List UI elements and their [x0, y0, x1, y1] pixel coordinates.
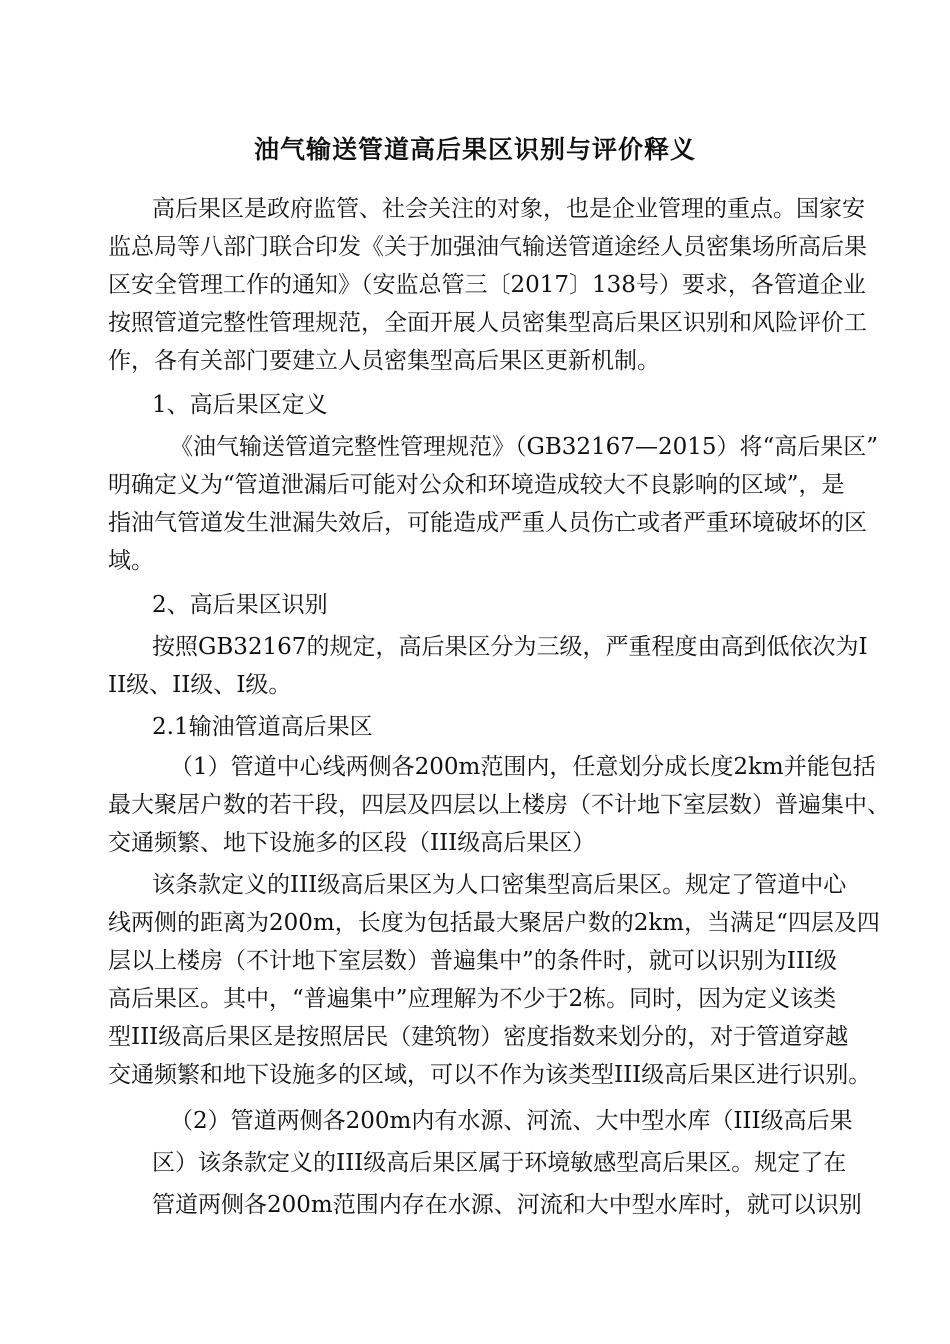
body-line: 层以上楼房（不计地下室层数）普遍集中”的条件时，就可以识别为III级	[108, 948, 838, 974]
body-line: 高后果区是政府监管、社会关注的对象，也是企业管理的重点。国家安	[152, 196, 865, 222]
body-line: 区安全管理工作的通知》（安监总管三〔2017〕138号）要求，各管道企业	[108, 272, 866, 298]
body-line: 最大聚居户数的若干段，四层及四层以上楼房（不计地下室层数）普遍集中、	[108, 792, 890, 818]
body-line: II级、II级、I级。	[108, 672, 292, 698]
body-line: 管道两侧各200m范围内存在水源、河流和大中型水库时，就可以识别	[152, 1192, 862, 1218]
body-line: 指油气管道发生泄漏失效后，可能造成严重人员伤亡或者严重环境破坏的区	[108, 510, 867, 536]
body-line: 交通频繁、地下设施多的区段（III级高后果区）	[108, 830, 596, 856]
body-line: 线两侧的距离为200m，长度为包括最大聚居户数的2km，当满足“四层及四	[108, 910, 880, 936]
body-line: （2）管道两侧各200m内有水源、河流、大中型水库（III级高后果	[170, 1108, 853, 1134]
body-line: 交通频繁和地下设施多的区域，可以不作为该类型III级高后果区进行识别。	[108, 1062, 872, 1088]
body-line: 域。	[108, 548, 154, 574]
body-line: 按照GB32167的规定，高后果区分为三级，严重程度由高到低依次为I	[152, 634, 868, 660]
body-line: 区）该条款定义的III级高后果区属于环境敏感型高后果区。规定了在	[152, 1150, 847, 1176]
body-line: 明确定义为“管道泄漏后可能对公众和环境造成较大不良影响的区域”，是	[108, 472, 845, 498]
body-line: 《油气输送管道完整性管理规范》（GB32167—2015）将“高后果区”	[170, 434, 878, 460]
section-heading: 1、高后果区定义	[152, 392, 328, 418]
body-line: 该条款定义的III级高后果区为人口密集型高后果区。规定了管道中心	[152, 872, 847, 898]
section-heading: 2.1输油管道高后果区	[152, 714, 373, 740]
document-title: 油气输送管道高后果区识别与评价释义	[253, 135, 696, 164]
body-line: 型III级高后果区是按照居民（建筑物）密度指数来划分的，对于管道穿越	[108, 1024, 849, 1050]
section-heading: 2、高后果区识别	[152, 592, 328, 618]
body-line: 按照管道完整性管理规范，全面开展人员密集型高后果区识别和风险评价工	[108, 310, 867, 336]
body-line: （1）管道中心线两侧各200m范围内，任意划分成长度2km并能包括	[170, 754, 876, 780]
body-line: 监总局等八部门联合印发《关于加强油气输送管道途经人员密集场所高后果	[108, 234, 867, 260]
body-line: 高后果区。其中，“普遍集中”应理解为不少于2栋。同时，因为定义该类	[108, 986, 837, 1012]
body-line: 作，各有关部门要建立人员密集型高后果区更新机制。	[108, 348, 660, 374]
